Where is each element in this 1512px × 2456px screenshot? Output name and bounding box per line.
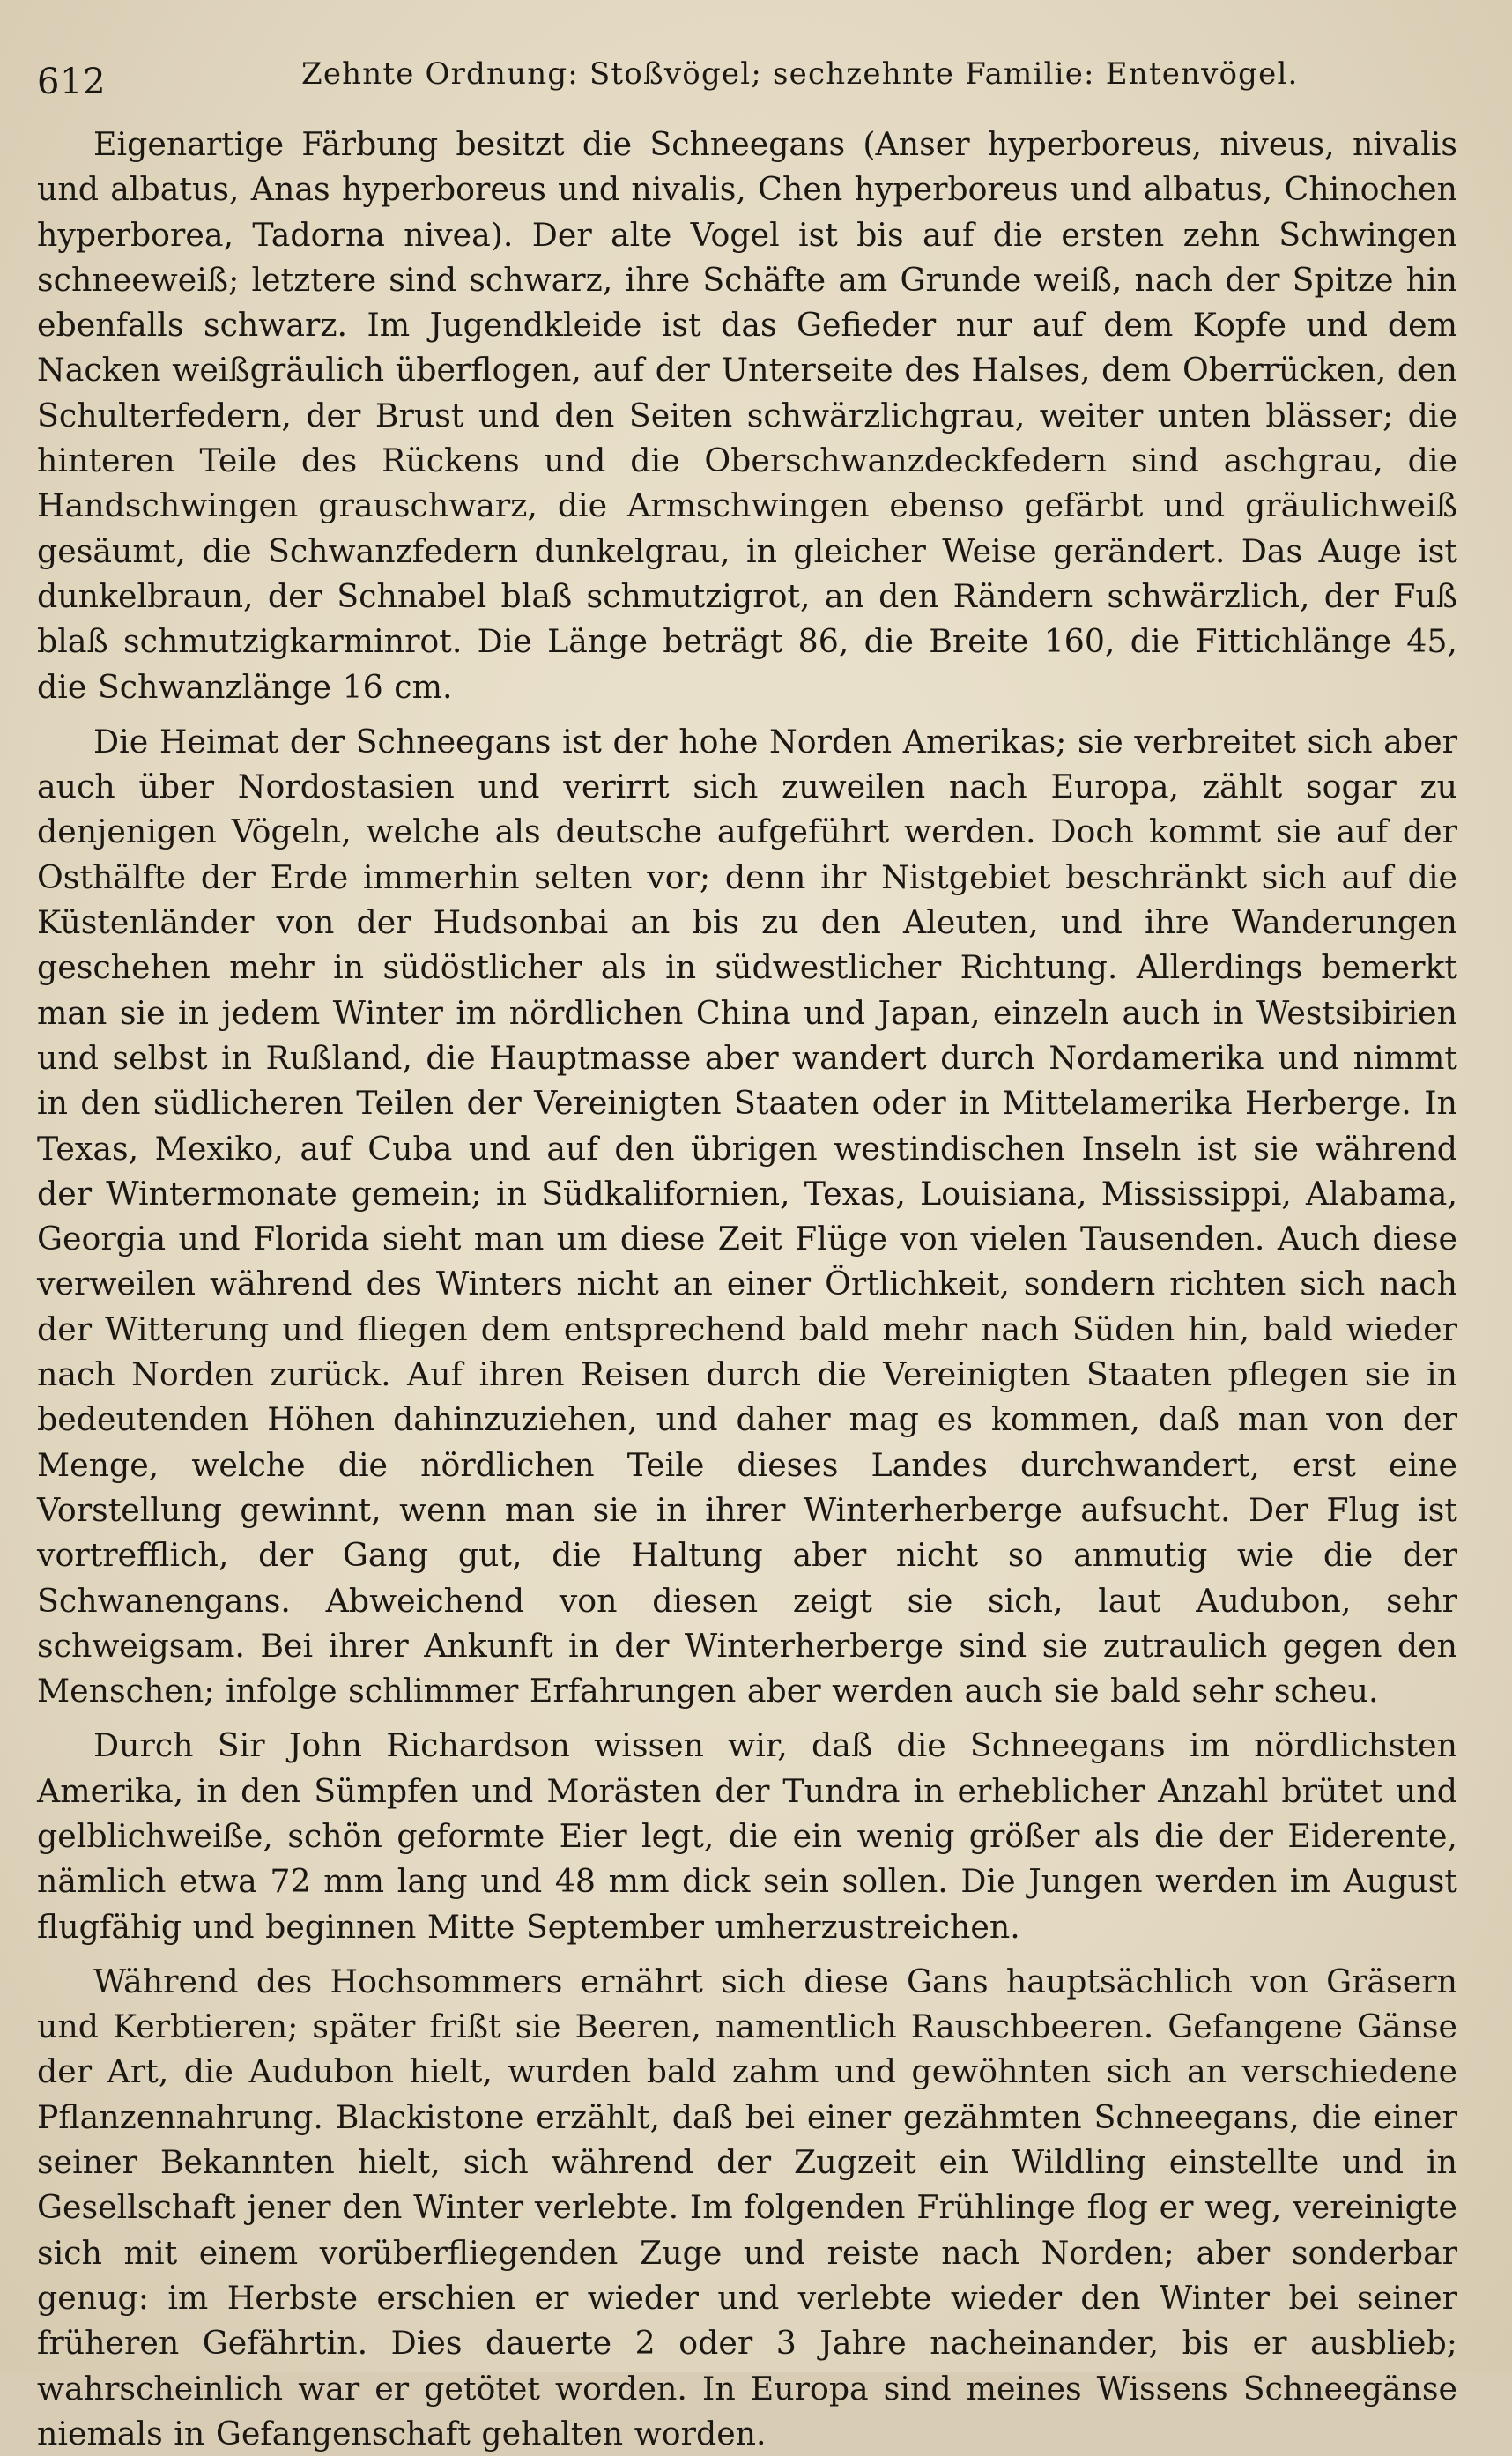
- page-header: [37, 44, 1459, 106]
- paragraph-breeding: Durch Sir John Richardson wissen wir, daß die Schneegans im nördlichsten Amerika, in den Sümpfen und Morästen der Tundra in erheblicher Anzahl brütet und gelblichweiße, schön geformte Eier legt, die ein wenig größer als die der Eiderente, nämlich etwa 72 mm lang und 48 mm dick sein sollen. Die Jungen werden im August flugfähig und beginnen Mitte September umherzustreichen.: [37, 1726, 1457, 1946]
- paragraph-diet-captivity: Während des Hochsommers ernährt sich diese Gans hauptsächlich von Gräsern und Kerbtieren; später frißt sie Beeren, namentlich Rauschbeeren. Gefangene Gänse der Art, die Audubon hielt, wurden bald zahm und gewöhnten sich an verschiedene Pflanzennahrung. Blackistone erzählt, daß bei einer gezähmten Schneegans, die einer seiner Bekannten hielt, sich während der Zugzeit ein Wildling einstellte und in Gesellschaft jener den Winter verlebte. Im folgenden Frühlinge flog er weg, vereinigte sich mit einem vorüberfliegenden Zuge und reiste nach Norden; aber sonderbar genug: im Herbste erschien er wieder und verlebte wieder den Winter bei seiner früheren Gefährtin. Dies dauerte 2 oder 3 Jahre nacheinander, bis er ausblieb; wahrscheinlich war er getötet worden. In Europa sind meines Wissens Schneegänse niemals in Gefangenschaft gehalten worden.: [37, 1962, 1457, 2452]
- paragraph-description: Eigenartige Färbung besitzt die Schneegans (Anser hyperboreus, niveus, nivalis und albatus, Anas hyperboreus und nivalis, Chen hyperboreus und albatus, Chinochen hyperborea, Tadorna nivea). Der alte Vogel ist bis auf die ersten zehn Schwingen schneeweiß; letztere sind schwarz, ihre Schäfte am Grunde weiß, nach der Spitze hin ebenfalls schwarz. Im Jugendkleide ist das Gefieder nur auf dem Kopfe und dem Nacken weißgräulich überflogen, auf der Unterseite des Halses, dem Oberrücken, den Schulterfedern, der Brust und den Seiten schwärzlichgrau, weiter unten blässer; die hinteren Teile des Rückens und die Oberschwanzdeckfedern sind aschgrau, die Handschwingen grauschwarz, die Armschwingen ebenso gefärbt und gräulichweiß gesäumt, die Schwanzfedern dunkelgrau, in gleicher Weise gerändert. Das Auge ist dunkelbraun, der Schnabel blaß schmutzigrot, an den Rändern schwärzlich, der Fuß blaß schmutzigkarminrot. Die Länge beträgt 86, die Breite 160, die Fittichlänge 45, die Schwanzlänge 16 cm.: [37, 125, 1457, 706]
- paragraph-distribution: Die Heimat der Schneegans ist der hohe Norden Amerikas; sie verbreitet sich aber auch über Nordostasien und verirrt sich zuweilen nach Europa, zählt sogar zu denjenigen Vögeln, welche als deutsche aufgeführt werden. Doch kommt sie auf der Osthälfte der Erde immerhin selten vor; denn ihr Nistgebiet beschränkt sich auf die Küstenländer von der Hudsonbai an bis zu den Aleuten, und ihre Wanderungen geschehen mehr in südöstlicher als in südwestlicher Richtung. Allerdings bemerkt man sie in jedem Winter im nördlichen China und Japan, einzeln auch in Westsibirien und selbst in Rußland, die Hauptmasse aber wandert durch Nordamerika und nimmt in den südlicheren Teilen der Vereinigten Staaten oder in Mittelamerika Herberge. In Texas, Mexiko, auf Cuba und auf den übrigen westindischen Inseln ist sie während der Wintermonate gemein; in Südkalifornien, Texas, Louisiana, Mississippi, Alabama, Georgia und Florida sieht man um diese Zeit Flüge von vielen Tausenden. Auch diese verweilen während des Winters nicht an einer Örtlichkeit, sondern richten sich nach der Witterung und fliegen dem entsprechend bald mehr nach Süden hin, bald wieder nach Norden zurück. Auf ihren Reisen durch die Vereinigten Staaten pflegen sie in bedeutenden Höhen dahinzuziehen, und daher mag es kommen, daß man von der Menge, welche die nördlichen Teile dieses Landes durchwandert, erst eine Vorstellung gewinnt, wenn man sie in ihrer Winterherberge aufsucht. Der Flug ist vortrefflich, der Gang gut, die Haltung aber nicht so anmutig wie die der Schwanengans. Abweichend von diesen zeigt sie sich, laut Audubon, sehr schweigsam. Bei ihrer Ankunft in der Winterherberge sind sie zutraulich gegen den Menschen; infolge schlimmer Erfahrungen aber werden auch sie bald sehr scheu.: [37, 722, 1457, 1710]
- body-text: [37, 122, 1457, 2456]
- page-number: 612: [37, 62, 107, 102]
- running-head: Zehnte Ordnung: Stoßvögel; sechzehnte Familie: Entenvögel.: [301, 56, 1299, 92]
